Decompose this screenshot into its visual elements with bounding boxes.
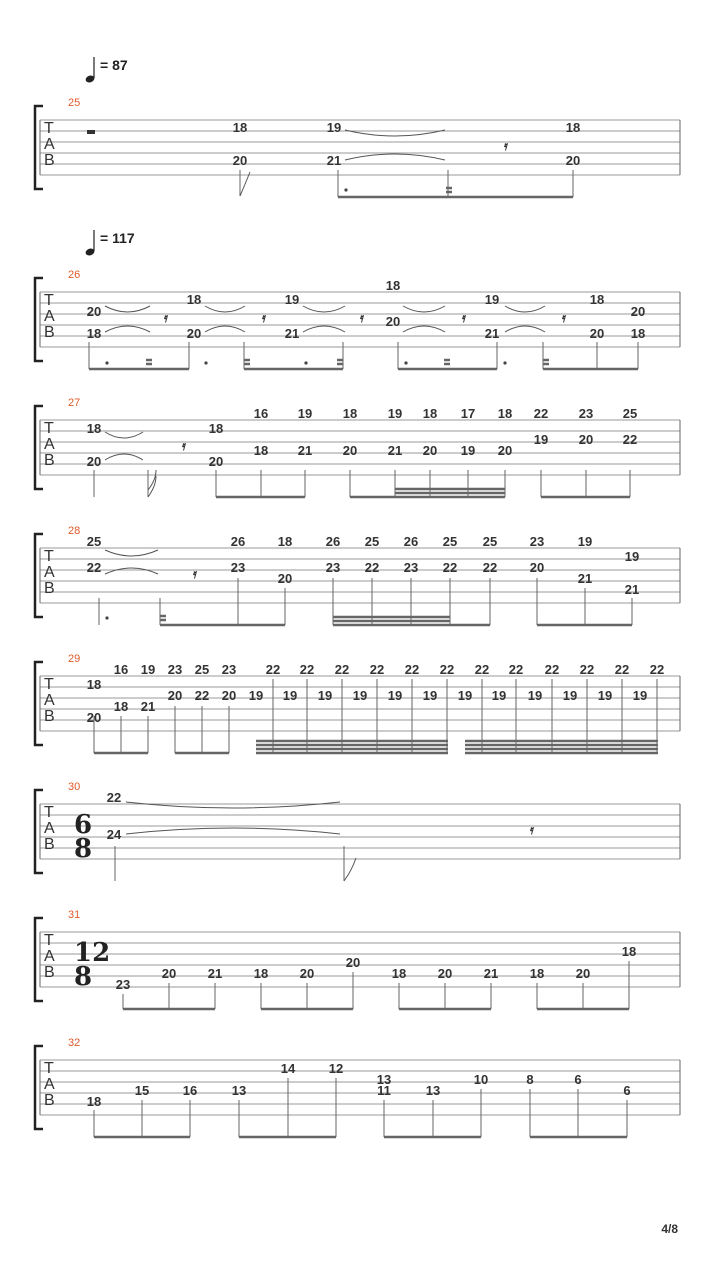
system-bracket [35, 1046, 43, 1129]
fret-number: 14 [280, 1061, 296, 1076]
fret-number: 18 [86, 421, 102, 436]
fret-number: 21 [483, 966, 499, 981]
measure-number: 29 [68, 653, 81, 665]
fret-number: 18 [497, 406, 513, 421]
fret-number: 11 [377, 1083, 391, 1098]
fret-number: 16 [113, 662, 129, 677]
fret-number: 20 [385, 314, 401, 329]
fret-number: 20 [161, 966, 177, 981]
tab-clef-letter: A [44, 692, 55, 709]
tab-clef-letter: B [44, 452, 55, 469]
fret-number: 19 [422, 688, 438, 703]
tab-clef-letter: B [44, 1092, 55, 1109]
fret-number: 19 [484, 292, 500, 307]
fret-number: 18 [86, 677, 102, 692]
tie-arc [505, 306, 545, 312]
tie-arc [505, 326, 545, 332]
rest-symbol: 𝄿 [504, 138, 508, 153]
tie-arc [403, 326, 445, 332]
fret-number: 18 [342, 406, 358, 421]
fret-number: 25 [364, 534, 380, 549]
fret-number: 22 [439, 662, 455, 677]
measure-number: 30 [68, 781, 81, 793]
fret-number: 20 [186, 326, 202, 341]
fret-number: 26 [325, 534, 341, 549]
fret-number: 18 [113, 699, 129, 714]
fret-number: 21 [484, 326, 500, 341]
fret-number: 19 [282, 688, 298, 703]
fret-number: 18 [253, 443, 269, 458]
rest-symbol: 𝄿 [164, 310, 168, 325]
fret-number: 22 [622, 432, 638, 447]
system-bracket [35, 790, 43, 873]
fret-number: 22 [369, 662, 385, 677]
tab-clef-letter: A [44, 308, 55, 325]
fret-number: 22 [404, 662, 420, 677]
measure-number: 32 [68, 1037, 81, 1049]
system-bracket [35, 662, 43, 745]
tab-clef-letter: A [44, 136, 55, 153]
fret-number: 16 [182, 1083, 198, 1098]
fret-number: 18 [385, 278, 401, 293]
fret-number: 20 [86, 454, 102, 469]
fret-number: 20 [497, 443, 513, 458]
fret-number: 21 [284, 326, 300, 341]
fret-number: 20 [345, 955, 361, 970]
tie-arc [105, 306, 150, 312]
fret-number: 19 [317, 688, 333, 703]
fret-number: 20 [422, 443, 438, 458]
system-bracket [35, 106, 43, 189]
fret-number: 23 [230, 560, 246, 575]
fret-number: 19 [527, 688, 543, 703]
measure-number: 27 [68, 397, 81, 409]
measure-number: 25 [68, 97, 81, 109]
tie-arc [205, 326, 245, 332]
rest-symbol: 𝄿 [462, 310, 466, 325]
fret-number: 23 [167, 662, 183, 677]
fret-number: 22 [106, 790, 122, 805]
rest-symbol: 𝄿 [530, 822, 534, 837]
fret-number: 18 [630, 326, 646, 341]
tab-clef-letter: T [44, 120, 54, 137]
time-signature-top: 12 [74, 938, 111, 968]
fret-number: 18 [529, 966, 545, 981]
fret-number: 18 [232, 120, 248, 135]
fret-number: 18 [621, 944, 637, 959]
fret-number: 20 [167, 688, 183, 703]
fret-number: 15 [134, 1083, 150, 1098]
fret-number: 18 [208, 421, 224, 436]
fret-number: 25 [442, 534, 458, 549]
fret-number: 18 [589, 292, 605, 307]
dot [344, 188, 347, 191]
fret-number: 22 [299, 662, 315, 677]
rest-symbol: 𝄿 [182, 438, 186, 453]
time-signature-bottom: 8 [74, 962, 93, 992]
fret-number: 6 [623, 1083, 631, 1098]
fret-number: 20 [437, 966, 453, 981]
rest-symbol: 𝄿 [193, 566, 197, 581]
rest-symbol: 𝄿 [562, 310, 566, 325]
tie-arc [205, 306, 245, 312]
tab-clef-letter: B [44, 152, 55, 169]
measure-number: 31 [68, 909, 81, 921]
fret-number: 22 [533, 406, 549, 421]
fret-number: 19 [597, 688, 613, 703]
half-rest [87, 130, 95, 134]
fret-number: 23 [325, 560, 341, 575]
fret-number: 21 [297, 443, 313, 458]
fret-number: 21 [140, 699, 156, 714]
fret-number: 22 [544, 662, 560, 677]
tab-clef-letter: T [44, 932, 54, 949]
rest-symbol: 𝄿 [262, 310, 266, 325]
fret-number: 25 [622, 406, 638, 421]
system-bracket [35, 406, 43, 489]
fret-number: 18 [253, 966, 269, 981]
fret-number: 19 [632, 688, 648, 703]
tab-clef-letter: T [44, 420, 54, 437]
page-number: 4/8 [661, 1222, 678, 1236]
fret-number: 22 [194, 688, 210, 703]
tab-clef-letter: B [44, 324, 55, 341]
fret-number: 26 [230, 534, 246, 549]
fret-number: 18 [422, 406, 438, 421]
fret-number: 22 [334, 662, 350, 677]
system-bracket [35, 278, 43, 361]
fret-number: 20 [208, 454, 224, 469]
tie-arc [126, 802, 340, 808]
fret-number: 21 [326, 153, 342, 168]
fret-number: 23 [403, 560, 419, 575]
fret-number: 21 [577, 571, 593, 586]
fret-number: 22 [442, 560, 458, 575]
rest-symbol: 𝄿 [360, 310, 364, 325]
fret-number: 20 [565, 153, 581, 168]
fret-number: 23 [529, 534, 545, 549]
fret-number: 19 [387, 688, 403, 703]
tempo-87: = 87 [100, 57, 128, 73]
fret-number: 22 [482, 560, 498, 575]
note-flag [148, 470, 156, 490]
fret-number: 20 [575, 966, 591, 981]
tab-clef-letter: B [44, 836, 55, 853]
fret-number: 19 [248, 688, 264, 703]
tie-arc [345, 154, 445, 160]
tab-clef-letter: T [44, 676, 54, 693]
tie-arc [105, 550, 158, 556]
fret-number: 19 [284, 292, 300, 307]
fret-number: 25 [482, 534, 498, 549]
tie-arc [126, 828, 340, 834]
tab-clef-letter: T [44, 292, 54, 309]
fret-number: 13 [376, 1072, 392, 1087]
fret-number: 20 [299, 966, 315, 981]
fret-number: 19 [457, 688, 473, 703]
tab-clef-letter: A [44, 436, 55, 453]
fret-number: 22 [649, 662, 665, 677]
fret-number: 19 [352, 688, 368, 703]
dot [105, 616, 108, 619]
fret-number: 13 [231, 1083, 247, 1098]
dot [503, 361, 506, 364]
note-flag [240, 172, 250, 196]
tab-clef-letter: A [44, 820, 55, 837]
fret-number: 20 [277, 571, 293, 586]
fret-number: 20 [589, 326, 605, 341]
fret-number: 19 [491, 688, 507, 703]
note-flag [344, 858, 356, 881]
tab-clef-letter: B [44, 964, 55, 981]
fret-number: 17 [460, 406, 476, 421]
tie-arc [105, 326, 150, 332]
fret-number: 23 [115, 977, 131, 992]
fret-number: 19 [297, 406, 313, 421]
tab-clef-letter: T [44, 804, 54, 821]
fret-number: 19 [533, 432, 549, 447]
fret-number: 12 [328, 1061, 344, 1076]
fret-number: 21 [207, 966, 223, 981]
fret-number: 26 [403, 534, 419, 549]
fret-number: 20 [232, 153, 248, 168]
fret-number: 19 [326, 120, 342, 135]
fret-number: 13 [425, 1083, 441, 1098]
fret-number: 24 [106, 827, 122, 842]
fret-number: 22 [579, 662, 595, 677]
fret-number: 18 [277, 534, 293, 549]
fret-number: 19 [577, 534, 593, 549]
fret-number: 22 [265, 662, 281, 677]
dot [304, 361, 307, 364]
fret-number: 20 [221, 688, 237, 703]
tab-clef-letter: T [44, 548, 54, 565]
fret-number: 16 [253, 406, 269, 421]
time-signature-top: 6 [74, 810, 93, 840]
fret-number: 8 [526, 1072, 534, 1087]
tie-arc [105, 454, 143, 460]
fret-number: 20 [630, 304, 646, 319]
fret-number: 22 [474, 662, 490, 677]
fret-number: 10 [473, 1072, 489, 1087]
time-signature-bottom: 8 [74, 834, 93, 864]
fret-number: 20 [342, 443, 358, 458]
fret-number: 19 [624, 549, 640, 564]
fret-number: 21 [624, 582, 640, 597]
fret-number: 19 [562, 688, 578, 703]
tie-arc [403, 306, 445, 312]
fret-number: 18 [86, 1094, 102, 1109]
fret-number: 18 [565, 120, 581, 135]
system-bracket [35, 918, 43, 1001]
fret-number: 23 [578, 406, 594, 421]
measure-number: 26 [68, 269, 81, 281]
fret-number: 20 [86, 304, 102, 319]
fret-number: 25 [194, 662, 210, 677]
fret-number: 6 [574, 1072, 582, 1087]
tie-arc [105, 432, 143, 438]
tie-arc [303, 326, 345, 332]
fret-number: 18 [391, 966, 407, 981]
fret-number: 22 [614, 662, 630, 677]
fret-number: 19 [387, 406, 403, 421]
tab-clef-letter: T [44, 1060, 54, 1077]
tie-arc [303, 306, 345, 312]
fret-number: 23 [221, 662, 237, 677]
fret-number: 22 [86, 560, 102, 575]
dot [404, 361, 407, 364]
fret-number: 22 [508, 662, 524, 677]
fret-number: 19 [460, 443, 476, 458]
fret-number: 18 [186, 292, 202, 307]
tab-clef-letter: A [44, 564, 55, 581]
tab-clef-letter: B [44, 708, 55, 725]
dot [204, 361, 207, 364]
tie-arc [105, 568, 158, 574]
tab-clef-letter: A [44, 1076, 55, 1093]
fret-number: 19 [140, 662, 156, 677]
dot [105, 361, 108, 364]
fret-number: 22 [364, 560, 380, 575]
fret-number: 20 [86, 710, 102, 725]
tempo-117: = 117 [100, 230, 135, 246]
measure-number: 28 [68, 525, 81, 537]
system-bracket [35, 534, 43, 617]
fret-number: 21 [387, 443, 403, 458]
fret-number: 20 [529, 560, 545, 575]
tab-clef-letter: B [44, 580, 55, 597]
fret-number: 25 [86, 534, 102, 549]
tab-clef-letter: A [44, 948, 55, 965]
fret-number: 20 [578, 432, 594, 447]
fret-number: 18 [86, 326, 102, 341]
